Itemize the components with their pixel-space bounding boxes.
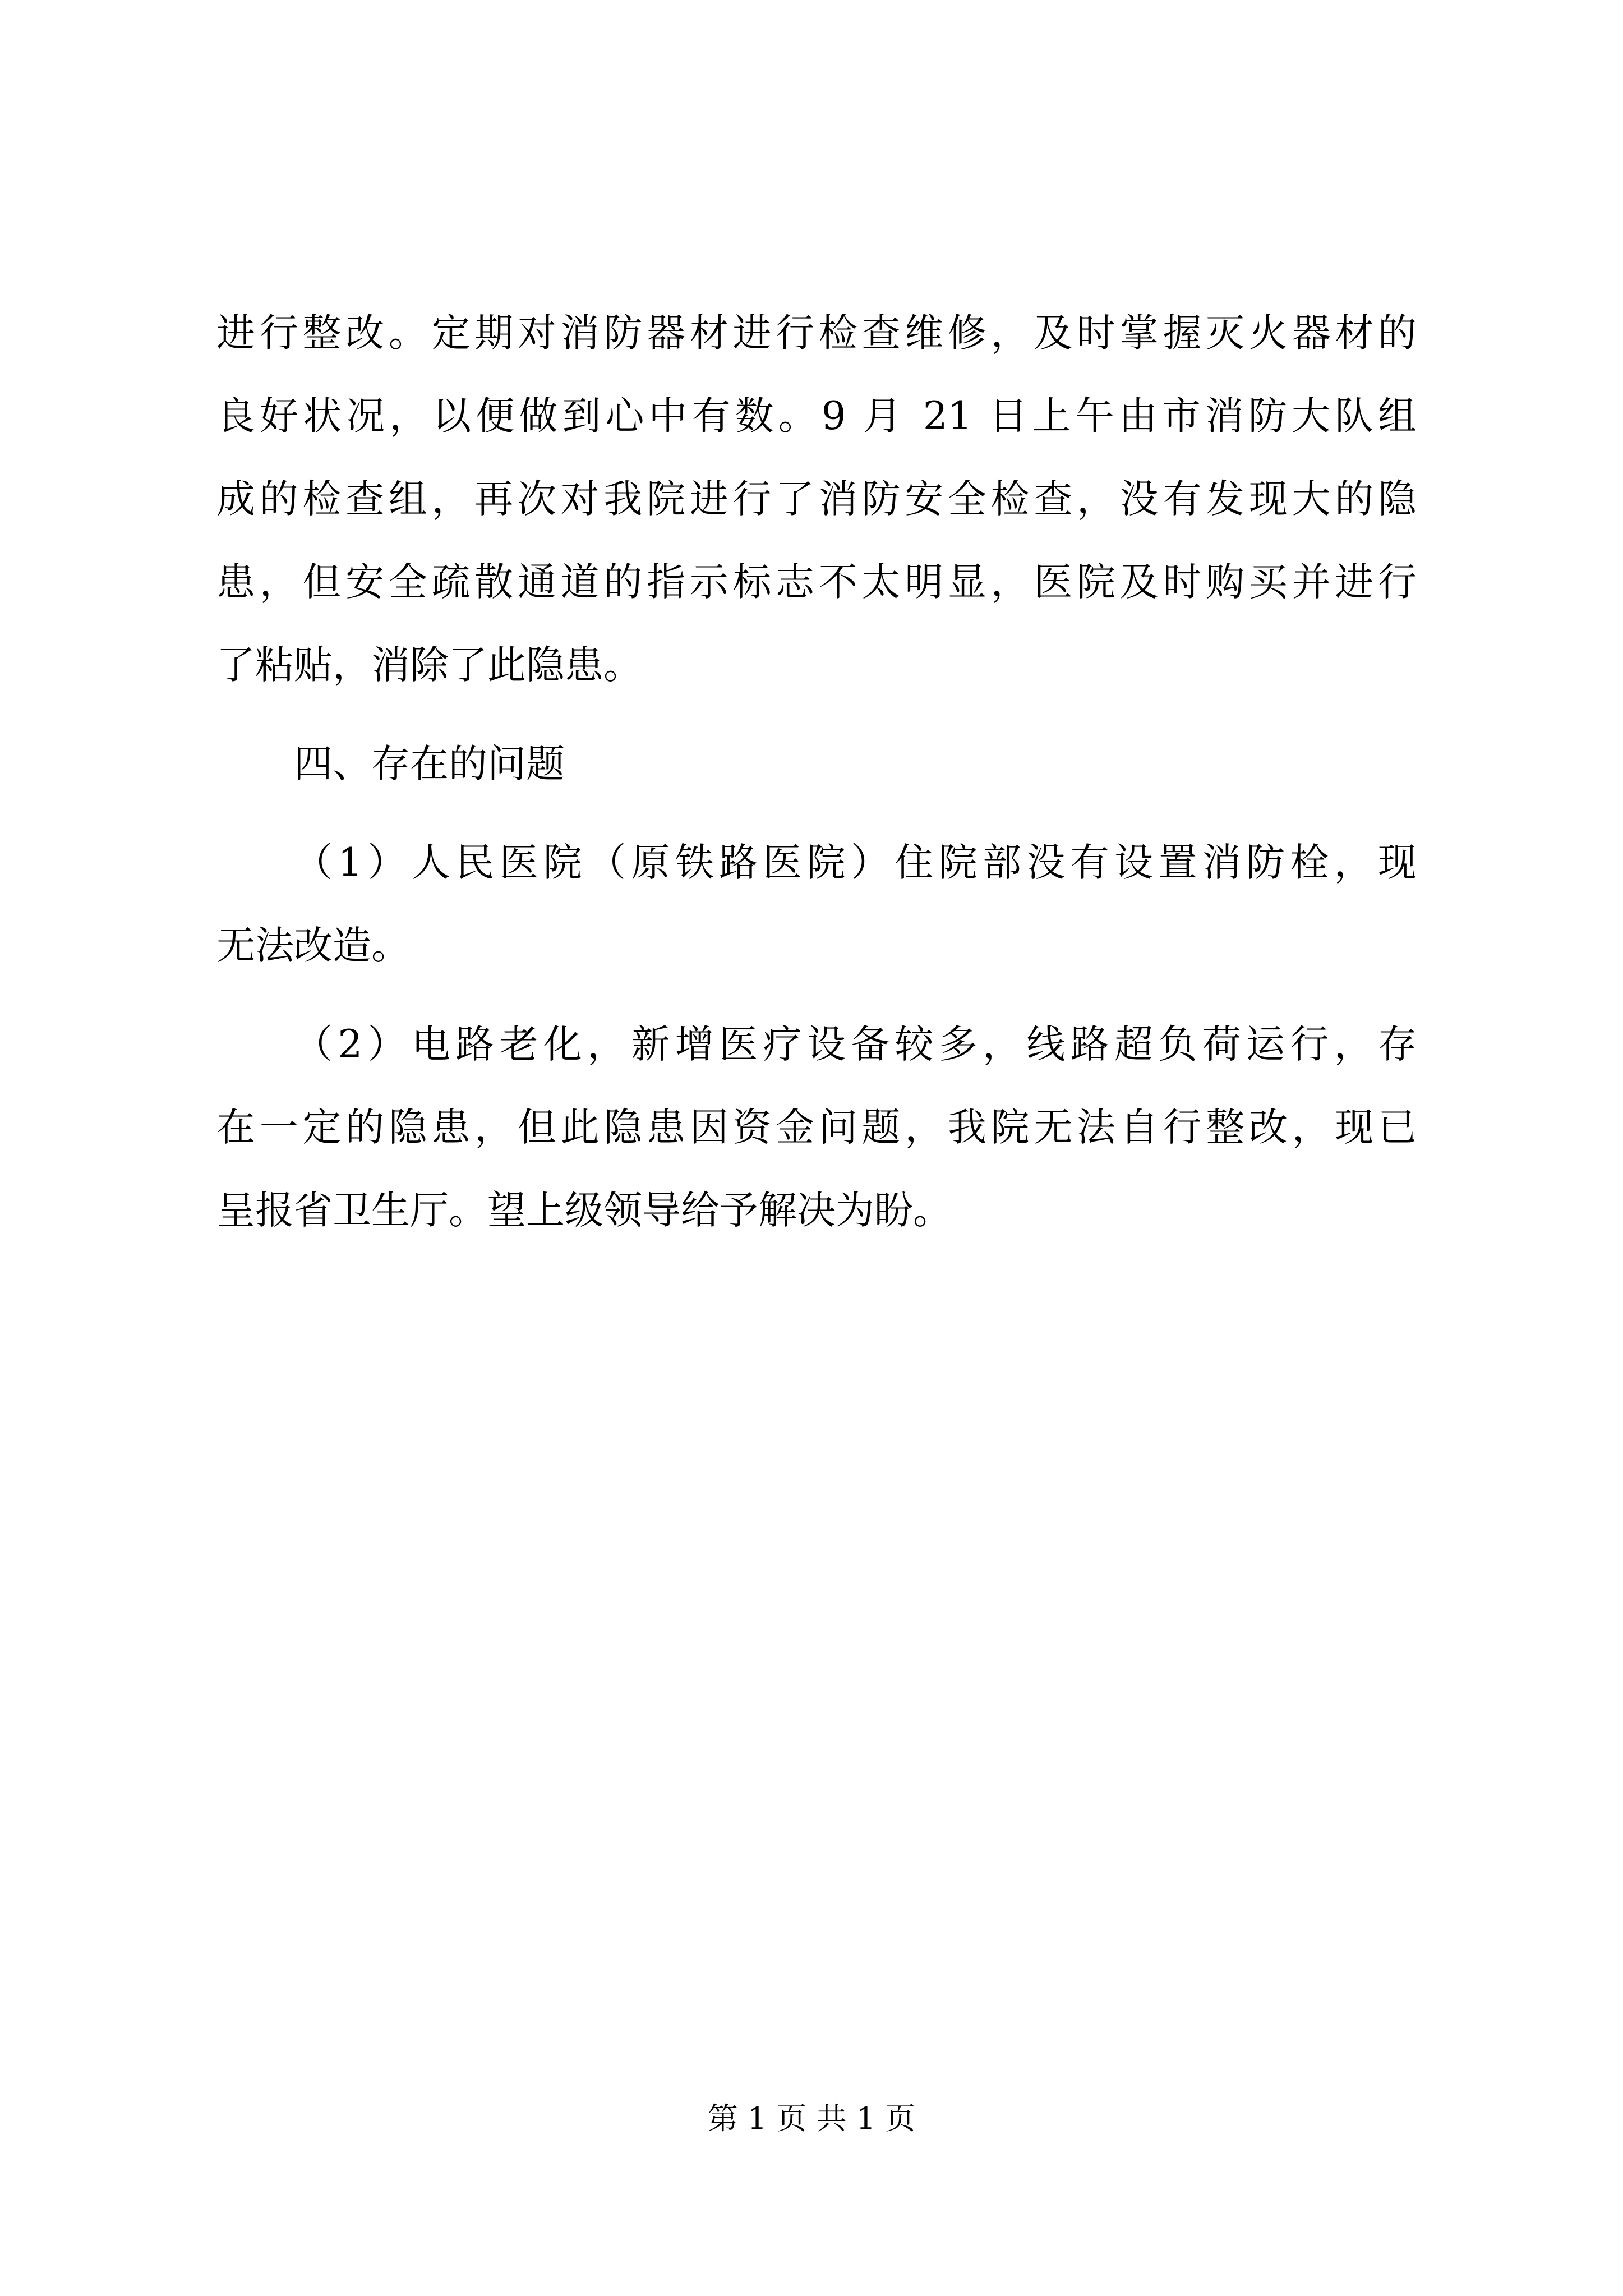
paragraph-item-1 bbox=[216, 821, 1417, 987]
text-line: 进行整改。定期对消防器材进行检查维修，及时掌握灭火器材的 bbox=[216, 311, 1417, 356]
page-number-footer: 第 1 页 共 1 页 bbox=[707, 2101, 916, 2136]
section-heading: 四、存在的问题 bbox=[294, 742, 565, 786]
text-line: 了粘贴，消除了此隐患。 bbox=[216, 643, 642, 688]
text-line: 良好状况，以便做到心中有数。9 月 21 日上午由市消防大队组 bbox=[216, 394, 1417, 439]
paragraph-rectification bbox=[216, 292, 1417, 707]
text-line: 无法改造。 bbox=[216, 923, 410, 968]
section-heading-problems bbox=[216, 723, 1417, 806]
text-line: 成的检查组，再次对我院进行了消防安全检查，没有发现大的隐 bbox=[216, 477, 1417, 522]
document-body bbox=[216, 292, 1417, 1252]
paragraph-spacing bbox=[216, 707, 1417, 723]
text-line: 呈报省卫生厅。望上级领导给予解决为盼。 bbox=[216, 1188, 952, 1233]
paragraph-spacing bbox=[216, 987, 1417, 1003]
paragraph-item-2 bbox=[216, 1003, 1417, 1252]
text-line: 患，但安全疏散通道的指示标志不太明显，医院及时购买并进行 bbox=[216, 560, 1417, 605]
text-line: 在一定的隐患，但此隐患因资金问题，我院无法自行整改，现已 bbox=[216, 1105, 1417, 1150]
text-line: （2）电路老化，新增医疗设备较多，线路超负荷运行，存 bbox=[294, 1022, 1417, 1067]
paragraph-spacing bbox=[216, 806, 1417, 821]
text-line: （1）人民医院（原铁路医院）住院部没有设置消防栓，现 bbox=[294, 840, 1417, 885]
